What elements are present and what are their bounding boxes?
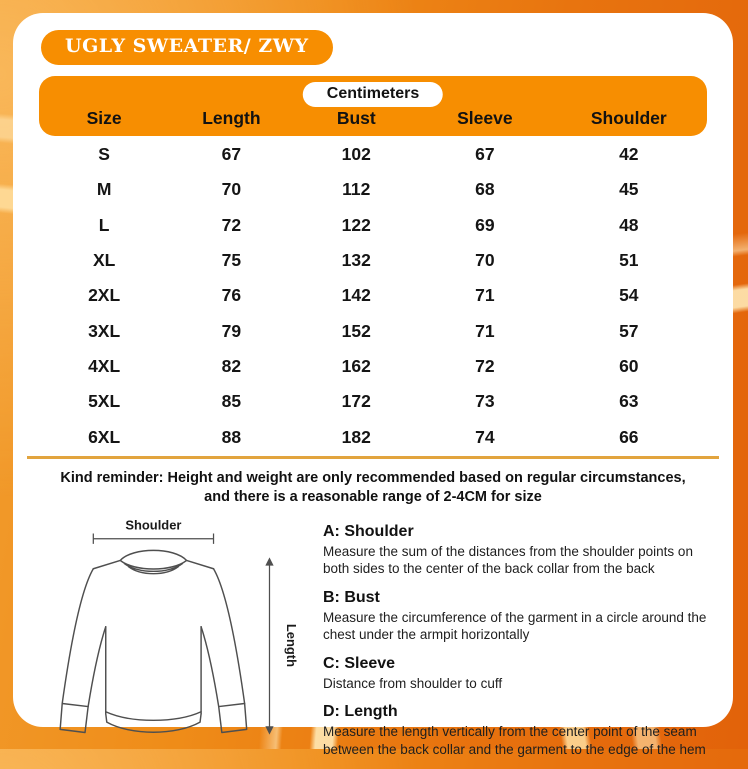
table-cell: 79 xyxy=(221,320,242,341)
definition-text: Measure the sum of the distances from the shoulder points on both sides to the center of the back collar from the back xyxy=(323,543,693,577)
table-cell: 2XL xyxy=(88,285,121,306)
table-header xyxy=(39,76,707,136)
unit-label: Centimeters xyxy=(326,85,420,102)
measurement-guide xyxy=(39,519,707,769)
table-cell: 42 xyxy=(619,144,639,165)
table-cell: S xyxy=(98,144,110,165)
column-header-shoulder: Shoulder xyxy=(590,108,667,128)
product-title: UGLY SWEATER/ ZWY xyxy=(65,35,309,57)
divider xyxy=(27,456,719,459)
size-chart-card xyxy=(13,13,733,757)
right-sleeve-outer xyxy=(214,568,245,703)
definition-length xyxy=(323,703,707,758)
kind-reminder-line2: and there is a reasonable range of 2-4CM for size xyxy=(204,488,542,505)
body-sides xyxy=(106,626,201,713)
kind-reminder xyxy=(39,469,707,507)
size-table-body xyxy=(39,137,707,455)
definition-text: Distance from shoulder to cuff xyxy=(323,675,503,691)
collar xyxy=(120,550,186,573)
table-cell: 45 xyxy=(619,179,639,200)
definition-title: C: Sleeve xyxy=(323,654,396,672)
unit-pill xyxy=(303,82,443,107)
table-cell: 112 xyxy=(342,179,371,200)
kind-reminder-line1: Kind reminder: Height and weight are only recommended based on regular circumstances, xyxy=(60,469,686,486)
table-cell: 88 xyxy=(221,426,242,447)
table-cell: 3XL xyxy=(88,320,121,341)
table-row xyxy=(39,172,707,207)
table-cell: 122 xyxy=(341,214,371,235)
column-header-row xyxy=(39,108,707,129)
table-cell: L xyxy=(98,214,110,235)
table-cell: 73 xyxy=(475,391,495,412)
definition-bust xyxy=(323,589,707,644)
length-arrow-top xyxy=(265,557,273,565)
table-cell: 67 xyxy=(475,144,495,165)
definition-title: D: Length xyxy=(323,703,398,721)
table-cell: 76 xyxy=(221,285,242,306)
table-cell: 162 xyxy=(341,355,371,376)
column-header-bust: Bust xyxy=(336,108,376,128)
definition-text: Measure the circumference of the garment in a circle around the chest under the armpit horizontally xyxy=(323,609,707,643)
table-cell: 71 xyxy=(475,285,495,306)
table-cell: 57 xyxy=(619,320,639,341)
table-cell: 67 xyxy=(221,144,242,165)
table-cell: 182 xyxy=(341,426,371,447)
column-header-length: Length xyxy=(202,108,261,128)
table-cell: 5XL xyxy=(88,391,121,412)
table-cell: 66 xyxy=(619,426,639,447)
table-cell: 70 xyxy=(475,250,495,271)
table-cell: 6XL xyxy=(88,426,121,447)
definition-shoulder xyxy=(323,523,707,578)
length-measure-label: Length xyxy=(284,623,300,667)
table-cell: 51 xyxy=(619,250,639,271)
sweater-sketch xyxy=(39,519,301,747)
product-title-badge xyxy=(41,30,333,65)
table-cell: 54 xyxy=(619,285,639,306)
table-cell: 4XL xyxy=(88,355,121,376)
column-header-size: Size xyxy=(86,108,122,128)
definition-title: B: Bust xyxy=(323,588,380,606)
table-cell: M xyxy=(96,179,112,200)
definition-sleeve xyxy=(323,655,707,693)
table-row xyxy=(39,137,707,172)
table-cell: 72 xyxy=(475,355,495,376)
table-cell: 152 xyxy=(341,320,371,341)
table-cell: 48 xyxy=(619,214,639,235)
shoulders xyxy=(93,560,213,568)
table-cell: 85 xyxy=(221,391,242,412)
table-cell: 172 xyxy=(341,391,371,412)
table-cell: 63 xyxy=(619,391,639,412)
definition-text: Measure the length vertically from the center point of the seam between the back collar and the garment to the edge of the hem xyxy=(323,724,706,757)
table-cell: 70 xyxy=(221,179,242,200)
left-cuff xyxy=(60,703,88,732)
table-cell: XL xyxy=(92,250,116,271)
table-cell: 142 xyxy=(341,285,371,306)
table-cell: 74 xyxy=(475,426,495,447)
table-row xyxy=(39,349,707,384)
table-cell: 75 xyxy=(221,250,242,271)
sweater-diagram xyxy=(39,519,307,769)
hem-band xyxy=(106,711,201,731)
table-row xyxy=(39,384,707,419)
table-cell: 72 xyxy=(221,214,242,235)
shoulder-measure-line xyxy=(93,533,213,543)
length-arrow-bottom xyxy=(265,726,273,734)
right-sleeve-inner xyxy=(201,626,219,706)
table-row xyxy=(39,243,707,278)
table-cell: 69 xyxy=(475,214,495,235)
table-row xyxy=(39,208,707,243)
table-row xyxy=(39,278,707,313)
table-cell: 102 xyxy=(341,144,371,165)
right-cuff xyxy=(219,703,247,732)
definitions-list xyxy=(307,519,707,769)
left-sleeve-outer xyxy=(62,568,93,703)
definition-title: A: Shoulder xyxy=(323,522,414,540)
column-header-sleeve: Sleeve xyxy=(457,108,513,128)
table-cell: 71 xyxy=(475,320,495,341)
table-cell: 68 xyxy=(475,179,495,200)
table-row xyxy=(39,419,707,454)
table-cell: 60 xyxy=(619,355,639,376)
left-sleeve-inner xyxy=(88,626,106,706)
table-cell: 82 xyxy=(221,355,242,376)
table-cell: 132 xyxy=(341,250,371,271)
table-row xyxy=(39,313,707,348)
shoulder-measure-label: Shoulder xyxy=(125,518,182,533)
